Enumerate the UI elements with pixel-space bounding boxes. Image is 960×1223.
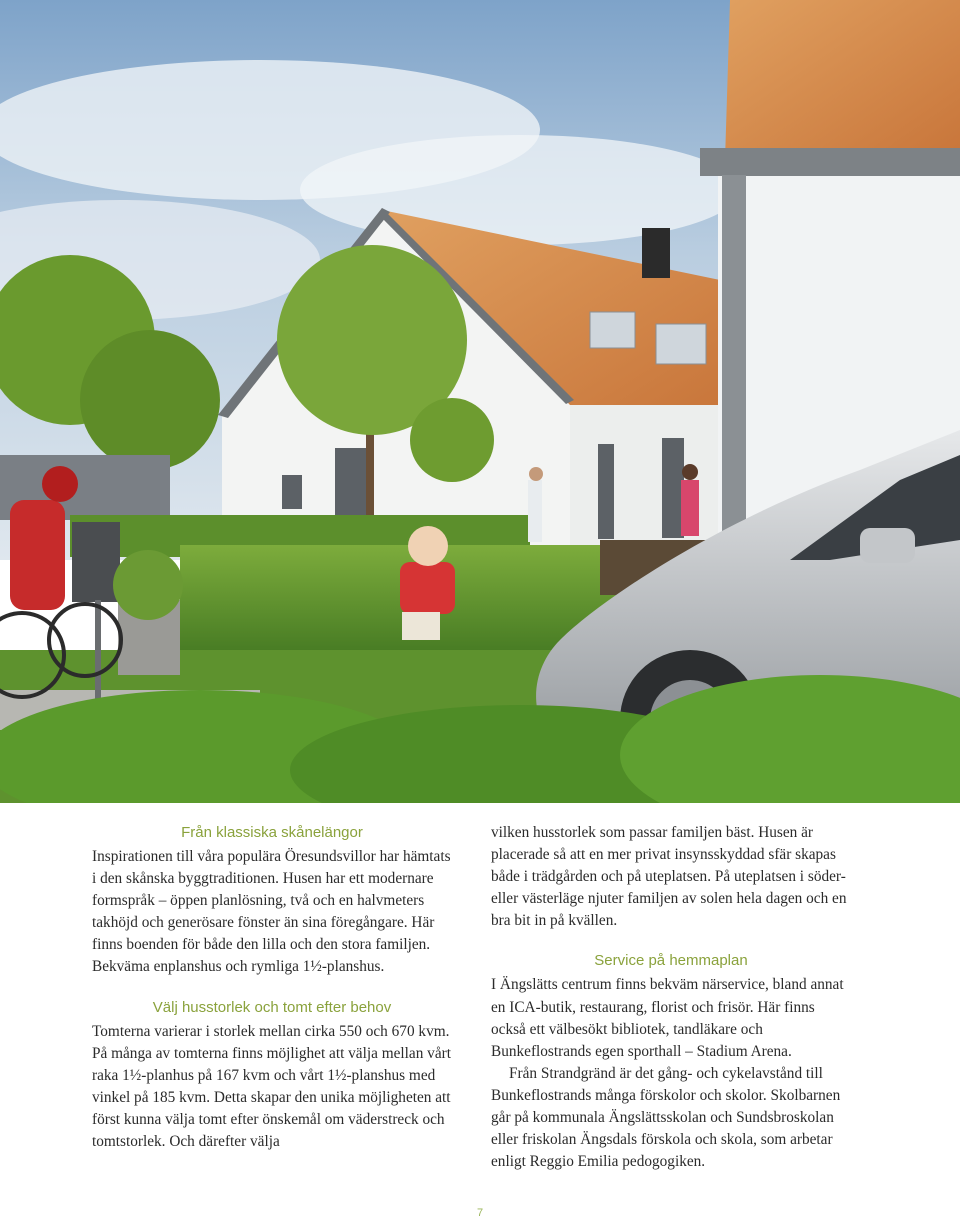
child-shirt — [400, 562, 455, 614]
mailbox — [72, 522, 120, 602]
tree-canopy — [410, 398, 494, 482]
section-heading: Från klassiska skånelängor — [181, 824, 363, 841]
body-paragraph: I Ängslätts centrum finns bekväm närservice, bland annat en ICA-butik, restaurang, florist och frisör. Här finns också ett välbesökt bibliotek, tandläkare och Bunkeflostrands egen sporthall – Stadium Arena. — [491, 976, 844, 1060]
person-head — [529, 467, 543, 481]
body-paragraph: Från Strandgränd är det gång- och cykelavstånd till Bunkeflostrands många förskolor och skolor. Skolbarnen går på kommunala Ängslättsskolan och Sundsbroskolan eller friskolan Ängsdals förskola och skola, som arbetar enligt Reggio Emilia pedogogiken. — [491, 1064, 841, 1171]
cyclist-helmet — [42, 466, 78, 502]
skylight — [590, 312, 635, 348]
mailbox-post — [95, 600, 101, 710]
body-paragraph: vilken husstorlek som passar familjen bäst. Husen är placerade så att en mer privat insynsskyddad sfär skapas både i trädgården och på uteplatsen. På uteplatsen i söder- eller västerläge njuter familjen av solen hela dagen och en bra bit in på kvällen. — [491, 824, 847, 930]
right-column — [491, 822, 851, 1173]
page-number: 7 — [476, 1207, 484, 1219]
person — [528, 480, 542, 542]
door — [662, 438, 684, 538]
cyclist-body — [10, 500, 65, 610]
window — [598, 444, 614, 539]
left-column — [92, 822, 452, 1153]
right-house-roof — [725, 0, 960, 160]
body-paragraph: Tomterna varierar i storlek mellan cirka 550 och 670 kvm. På många av tomterna finns möjlighet att välja mellan vårt raka 1½-planhus på 167 kvm och vårt 1½-planshus med vinkel på 185 kvm. Detta skapar den unika möjligheten att först kunna välja tomt efter önskemål om väderstreck och tomtstorlek. Och därefter välja — [92, 1022, 451, 1151]
tree-canopy — [80, 330, 220, 470]
shrub — [113, 550, 183, 620]
person — [681, 480, 699, 536]
chimney — [642, 228, 670, 278]
door — [335, 448, 369, 516]
section-heading: Service på hemmaplan — [594, 952, 748, 970]
window — [282, 475, 302, 509]
child-shorts — [402, 612, 440, 640]
skylight — [656, 324, 706, 364]
right-house-fascia — [700, 148, 960, 176]
right-house-post — [722, 175, 746, 560]
body-paragraph: Inspirationen till våra populära Öresundsvillor har hämtats i den skånska byggtraditionen. Husen har ett modernare formspråk – öppen planlösning, två och en halvmeters takhöjd och generösare fönster än sina föregångare. Här finns boenden för både den lilla och den stora familjen. Bekväma enplanshus och rymliga 1½-planshus. — [92, 848, 451, 976]
section-heading: Välj husstorlek och tomt efter behov — [152, 998, 392, 1016]
child-head — [408, 526, 448, 566]
side-mirror — [860, 528, 915, 563]
person-head — [682, 464, 698, 480]
